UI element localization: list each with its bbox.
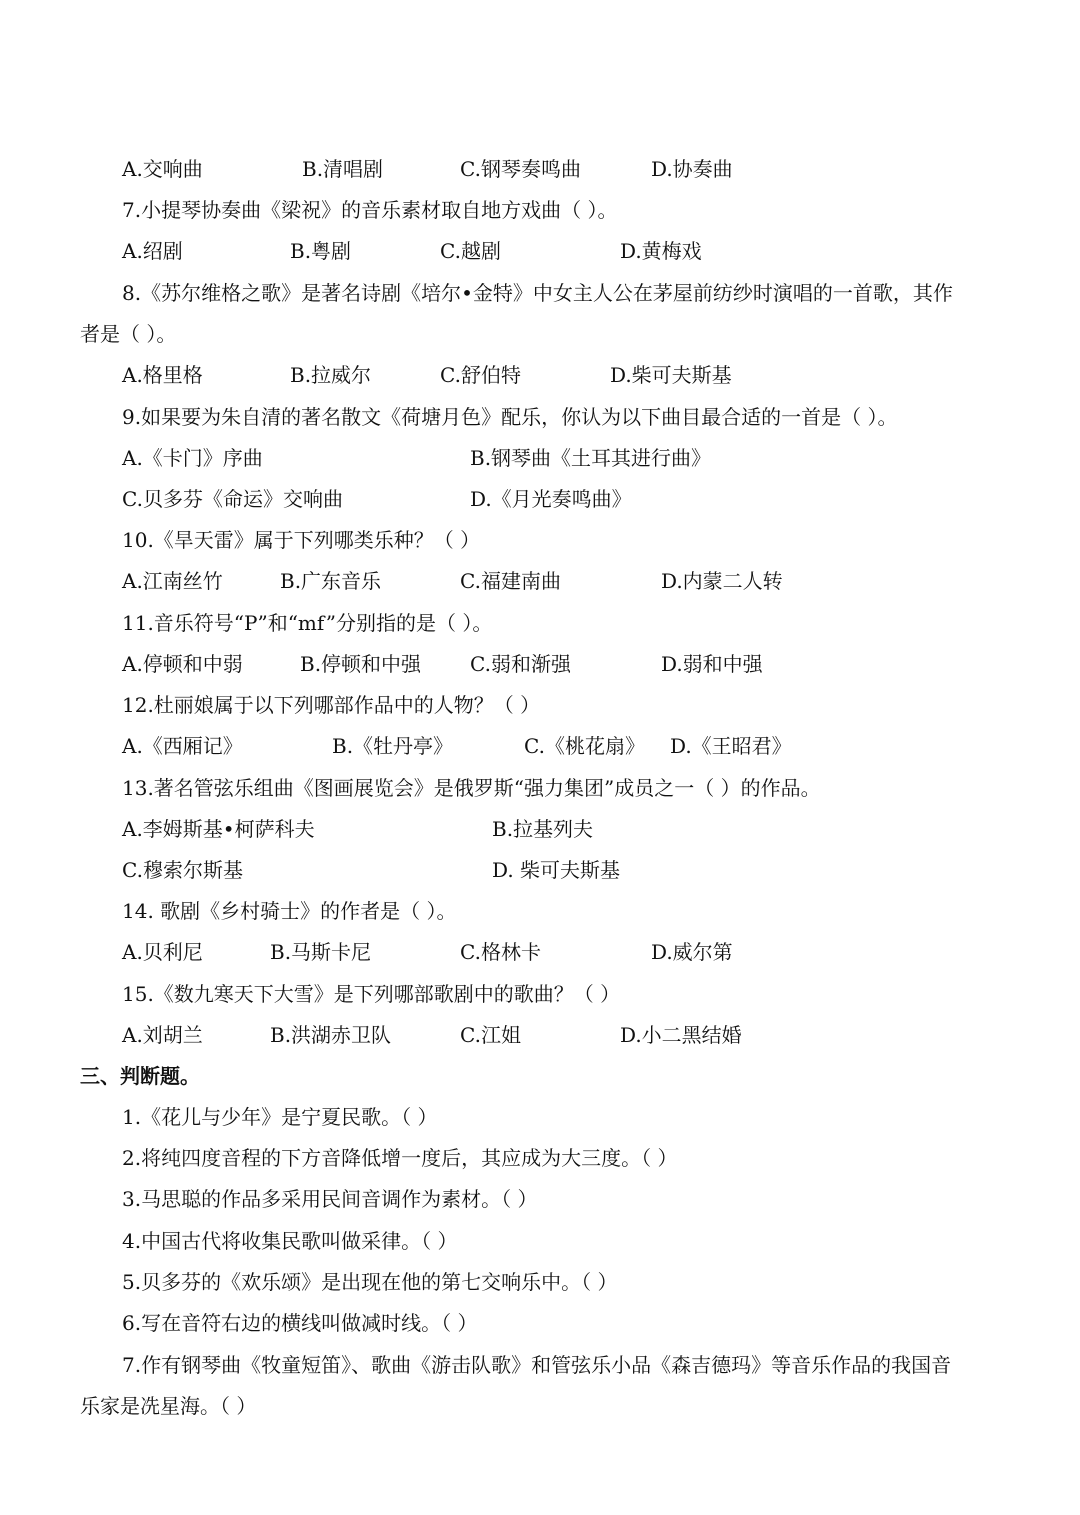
question-14: 14. 歌剧《乡村骑士》的作者是（ ）。	[122, 899, 457, 923]
question-11: 11.音乐符号“P”和“mf”分别指的是（ ）。	[122, 611, 493, 635]
q15-option-b: B.洪湖赤卫队	[270, 1023, 392, 1047]
q12-option-a: A.《西厢记》	[122, 734, 243, 758]
q13-option-a: A.李姆斯基•柯萨科夫	[122, 817, 315, 841]
q6-option-a: A.交响曲	[122, 157, 203, 181]
q6-option-b: B.清唱剧	[302, 157, 384, 181]
q13-option-c: C.穆索尔斯基	[122, 858, 243, 882]
q15-option-d: D.小二黑结婚	[620, 1023, 742, 1047]
q7-option-d: D.黄梅戏	[620, 239, 702, 263]
q12-option-b: B.《牡丹亭》	[332, 734, 454, 758]
q15-option-a: A.刘胡兰	[122, 1023, 203, 1047]
q12-option-c: C.《桃花扇》	[524, 734, 645, 758]
question-8-continued: 者是（ ）。	[80, 322, 177, 346]
judgement-item-3: 3.马思聪的作品多采用民间音调作为素材。（ ）	[122, 1187, 538, 1211]
q11-option-c: C.弱和渐强	[470, 652, 571, 676]
judgement-item-7: 7.作有钢琴曲《牧童短笛》、歌曲《游击队歌》和管弦乐小品《森吉德玛》等音乐作品的我国音	[122, 1353, 952, 1377]
q10-option-b: B.广东音乐	[280, 569, 382, 593]
q8-option-b: B.拉威尔	[290, 363, 372, 387]
q10-option-a: A.江南丝竹	[122, 569, 223, 593]
q10-option-c: C.福建南曲	[460, 569, 561, 593]
judgement-item-2: 2.将纯四度音程的下方音降低增一度后，其应成为大三度。（ ）	[122, 1146, 678, 1170]
q9-option-c: C.贝多芬《命运》交响曲	[122, 487, 343, 511]
q11-option-a: A.停顿和中弱	[122, 652, 243, 676]
question-9: 9.如果要为朱自清的著名散文《荷塘月色》配乐，你认为以下曲目最合适的一首是（ ）。	[122, 405, 898, 429]
question-7: 7.小提琴协奏曲《梁祝》的音乐素材取自地方戏曲（ ）。	[122, 198, 618, 222]
q9-option-d: D.《月光奏鸣曲》	[470, 487, 632, 511]
q11-option-b: B.停顿和中强	[300, 652, 422, 676]
judgement-item-4: 4.中国古代将收集民歌叫做采律。（ ）	[122, 1229, 458, 1253]
q9-option-a: A.《卡门》序曲	[122, 446, 263, 470]
q7-option-a: A.绍剧	[122, 239, 183, 263]
judgement-item-7-continued: 乐家是冼星海。（ ）	[80, 1394, 257, 1418]
q14-option-c: C.格林卡	[460, 940, 541, 964]
q9-option-b: B.钢琴曲《土耳其进行曲》	[470, 446, 712, 470]
q15-option-c: C.江姐	[460, 1023, 521, 1047]
q6-option-d: D.协奏曲	[651, 157, 733, 181]
question-15: 15.《数九寒天下大雪》是下列哪部歌剧中的歌曲？（ ）	[122, 982, 621, 1006]
q12-option-d: D.《王昭君》	[670, 734, 792, 758]
q8-option-a: A.格里格	[122, 363, 203, 387]
q13-option-b: B.拉基列夫	[492, 817, 594, 841]
question-10: 10.《旱天雷》属于下列哪类乐种？（ ）	[122, 528, 481, 552]
q14-option-a: A.贝利尼	[122, 940, 203, 964]
q14-option-d: D.威尔第	[651, 940, 733, 964]
q7-option-b: B.粤剧	[290, 239, 352, 263]
judgement-item-1: 1.《花儿与少年》是宁夏民歌。（ ）	[122, 1105, 438, 1129]
q10-option-d: D.内蒙二人转	[661, 569, 783, 593]
q13-option-d: D. 柴可夫斯基	[492, 858, 621, 882]
q6-option-c: C.钢琴奏鸣曲	[460, 157, 581, 181]
section-3-title: 三、判断题。	[80, 1064, 200, 1088]
q11-option-d: D.弱和中强	[661, 652, 763, 676]
judgement-item-5: 5.贝多芬的《欢乐颂》是出现在他的第七交响乐中。（ ）	[122, 1270, 618, 1294]
q7-option-c: C.越剧	[440, 239, 501, 263]
q8-option-c: C.舒伯特	[440, 363, 521, 387]
q14-option-b: B.马斯卡尼	[270, 940, 372, 964]
question-12: 12.杜丽娘属于以下列哪部作品中的人物？（ ）	[122, 693, 541, 717]
question-13: 13.著名管弦乐组曲《图画展览会》是俄罗斯“强力集团”成员之一（ ）的作品。	[122, 776, 821, 800]
judgement-item-6: 6.写在音符右边的横线叫做减时线。（ ）	[122, 1311, 478, 1335]
question-8: 8.《苏尔维格之歌》是著名诗剧《培尔•金特》中女主人公在茅屋前纺纱时演唱的一首歌，其作	[122, 281, 953, 305]
q8-option-d: D.柴可夫斯基	[610, 363, 732, 387]
